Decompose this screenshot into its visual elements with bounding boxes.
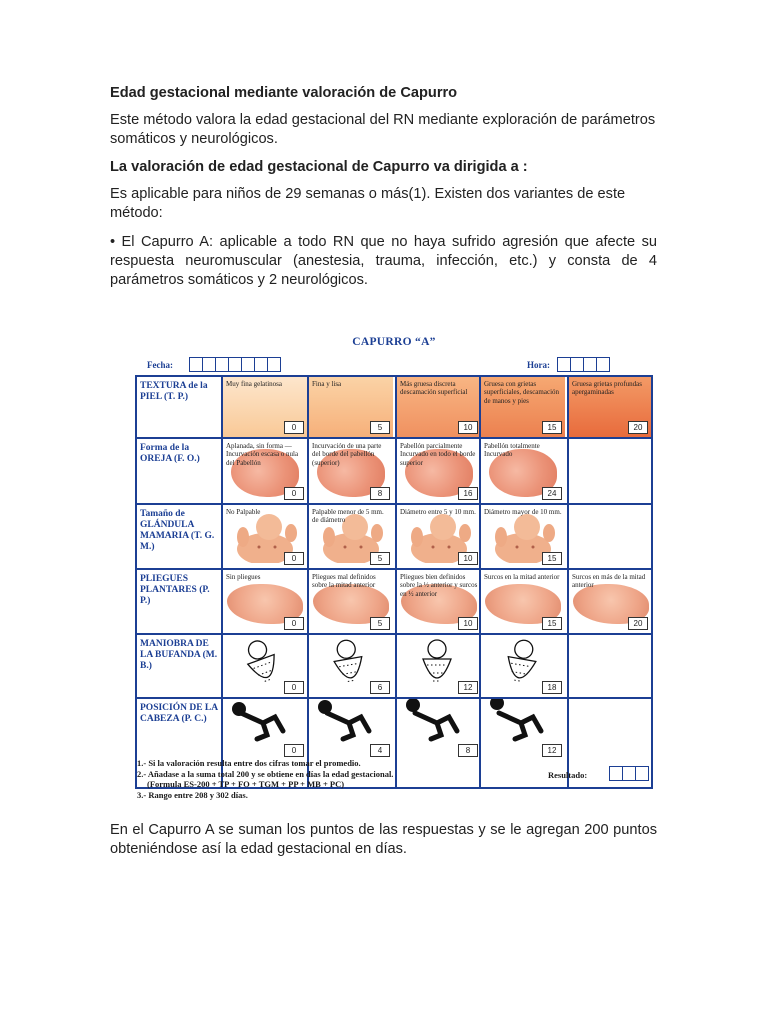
capurro-cell	[395, 377, 481, 437]
capurro-cell	[479, 635, 565, 697]
score-box: 0	[284, 681, 304, 694]
note-formula: (Formula ES-200 + TP + FO + TGM + PP + MB + PC)	[147, 779, 345, 789]
score-box: 8	[370, 487, 390, 500]
resultado-boxes	[609, 766, 648, 781]
capurro-cell	[307, 439, 393, 503]
hora-label: Hora:	[527, 360, 550, 370]
capurro-a-bullet: • El Capurro A: aplicable a todo RN que no haya sufrido agresión que afecte su respuesta neuromuscular (anestesia, trauma, infección, etc.) y consta de 4 parámetros somáticos y 2 neurológicos.	[110, 234, 657, 288]
cell-description: Surcos en la mitad anterior	[484, 573, 560, 581]
capurro-cell	[567, 439, 651, 503]
cell-description: Pabellón parcialmente Incurvado en todo el borde superior	[400, 442, 476, 467]
capurro-cell	[395, 505, 481, 568]
score-box: 5	[370, 552, 390, 565]
score-box: 18	[542, 681, 562, 694]
score-box: 0	[284, 487, 304, 500]
head-position-illustration	[397, 699, 481, 787]
capurro-cell	[221, 505, 307, 568]
cell-description: Surcos en más de la mitad anterior	[572, 573, 646, 590]
figure-title: CAPURRO “A”	[352, 336, 436, 348]
score-box: 10	[458, 552, 478, 565]
cell-description: Diámetro entre 5 y 10 mm.	[400, 508, 476, 516]
score-box: 5	[370, 617, 390, 630]
capurro-cell	[567, 570, 651, 633]
cell-description: Sin pliegues	[226, 573, 261, 581]
capurro-cell	[307, 570, 393, 633]
capurro-cell	[567, 377, 651, 437]
row-label: PLIEGUES PLANTARES (P. P.)	[140, 574, 210, 606]
score-box: 10	[458, 421, 478, 434]
cell-description: Aplanada, sin forma — Incurvación escasa o nula del Pabellón	[226, 442, 299, 467]
capurro-cell	[479, 570, 565, 633]
capurro-cell	[567, 505, 651, 568]
score-box: 5	[370, 421, 390, 434]
score-box: 24	[542, 487, 562, 500]
capurro-cell	[307, 635, 393, 697]
capurro-cell	[221, 635, 307, 697]
score-box: 0	[284, 744, 304, 757]
score-box: 20	[628, 421, 648, 434]
cell-description: Incurvación de una parte del borde del pabellón (superior)	[312, 442, 382, 467]
row-label: Forma de la OREJA (F. O.)	[140, 443, 200, 464]
capurro-row	[137, 437, 651, 503]
document-title: Edad gestacional mediante valoración de Capurro	[110, 85, 458, 101]
row-label: Tamaño de GLÁNDULA MAMARIA (T. G. M.)	[140, 509, 215, 552]
figure-notes	[137, 758, 393, 800]
capurro-row	[137, 503, 651, 568]
capurro-cell	[395, 635, 481, 697]
fecha-boxes	[189, 357, 280, 372]
note-3: 3.- Rango entre 208 y 302 días.	[137, 789, 248, 800]
score-box: 10	[458, 617, 478, 630]
cell-description: Palpable menor de 5 mm. de diámetro	[312, 508, 384, 525]
capurro-cell	[479, 377, 565, 437]
capurro-a-figure	[133, 330, 655, 808]
capurro-cell	[395, 439, 481, 503]
row-label: TEXTURA de la PIEL (T. P.)	[140, 381, 208, 402]
summary-paragraph: En el Capurro A se suman los puntos de las respuestas y se le agregan 200 puntos obteniéndose así la edad gestacional en días.	[110, 822, 657, 857]
intro-paragraph: Este método valora la edad gestacional del RN mediante exploración de parámetros somáticos y neurológicos.	[110, 112, 656, 147]
cell-description: Gruesa con grietas superficiales, descamación de manos y pies	[484, 380, 560, 405]
applicability-paragraph: Es aplicable para niños de 29 semanas o más(1). Existen dos variantes de este método:	[110, 186, 626, 221]
row-label: MANIOBRA DE LA BUFANDA (M. B.)	[140, 639, 218, 671]
score-box: 15	[542, 552, 562, 565]
cell-description: Más gruesa discreta descamación superficial	[400, 380, 468, 397]
note-2: 2.- Añadase a la suma total 200 y se obtiene en días la edad gestacional.	[137, 768, 394, 779]
score-box: 15	[542, 421, 562, 434]
cell-description: Pliegues bien definidos sobre la ½ anterior y surcos en ½ anterior	[400, 573, 478, 598]
capurro-cell	[395, 570, 481, 633]
hora-boxes	[557, 357, 609, 372]
cell-description: Gruesa grietas profundas apergaminadas	[572, 380, 642, 397]
score-box: 0	[284, 552, 304, 565]
score-box: 12	[542, 744, 562, 757]
capurro-row	[137, 633, 651, 697]
score-box: 8	[458, 744, 478, 757]
cell-description: Diámetro mayor de 10 mm.	[484, 508, 562, 516]
fecha-label: Fecha:	[147, 360, 173, 370]
score-box: 12	[458, 681, 478, 694]
cell-description: No Palpable	[226, 508, 261, 516]
capurro-cell	[479, 439, 565, 503]
note-1: 1.- Si la valoración resulta entre dos cifras tomar el promedio.	[137, 758, 361, 768]
section-subtitle: La valoración de edad gestacional de Capurro va dirigida a :	[110, 159, 528, 175]
capurro-cell	[221, 377, 307, 437]
cell-description: Fina y lisa	[312, 380, 342, 388]
capurro-row	[137, 377, 651, 437]
capurro-row	[137, 568, 651, 633]
capurro-cell	[307, 377, 393, 437]
row-label: POSICIÓN DE LA CABEZA (P. C.)	[140, 703, 218, 724]
resultado-label: Resultado:	[548, 770, 588, 780]
score-box: 16	[458, 487, 478, 500]
document-body	[110, 84, 657, 290]
capurro-cell	[395, 699, 481, 787]
capurro-cell	[307, 505, 393, 568]
score-box: 15	[542, 617, 562, 630]
score-box: 4	[370, 744, 390, 757]
capurro-cell	[479, 505, 565, 568]
capurro-cell	[221, 439, 307, 503]
cell-description: Muy fina gelatinosa	[226, 380, 282, 388]
score-box: 20	[628, 617, 648, 630]
score-box: 6	[370, 681, 390, 694]
capurro-cell	[221, 570, 307, 633]
capurro-cell	[567, 635, 651, 697]
cell-description: Pliegues mal definidos sobre la mitad anterior	[312, 573, 376, 590]
cell-description: Pabellón totalmente Incurvado	[484, 442, 540, 459]
score-box: 0	[284, 421, 304, 434]
score-box: 0	[284, 617, 304, 630]
capurro-grid	[135, 375, 653, 789]
